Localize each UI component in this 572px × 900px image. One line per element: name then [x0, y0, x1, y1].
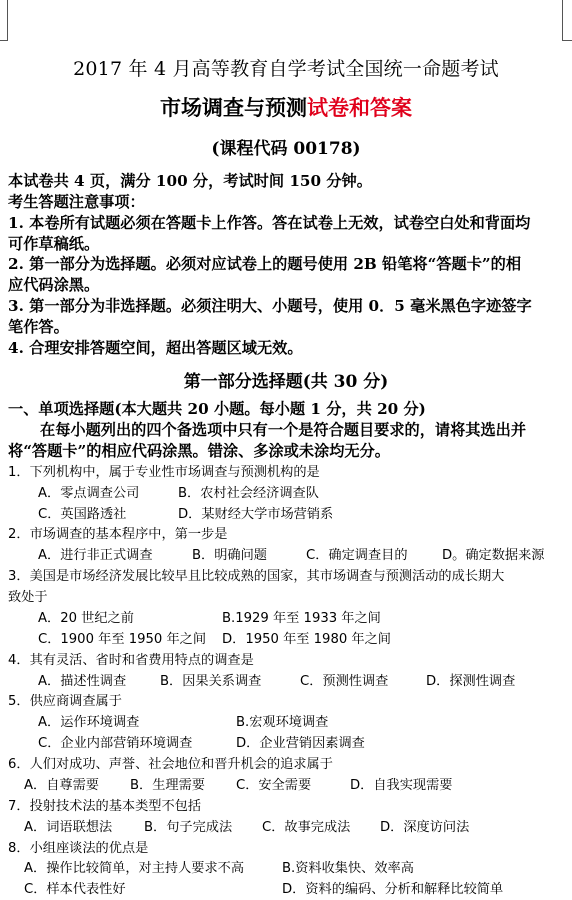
- section-heading: 一、单项选择题(本大题共 20 小题。每小题 1 分，共 20 分): [8, 400, 426, 418]
- q8-option-c: C．样本代表性好: [24, 882, 126, 897]
- question-3b: 致处于: [8, 590, 48, 605]
- q5-option-b: B.宏观环境调查: [236, 715, 329, 730]
- q4-option-c: C．预测性调查: [300, 674, 389, 689]
- q2-option-d: D。确定数据来源: [442, 548, 545, 563]
- q3-option-b: B.1929 年至 1933 年之间: [222, 611, 381, 626]
- document-title: [0, 92, 572, 122]
- note-4: 4. 合理安排答题空间，超出答题区域无效。: [8, 339, 303, 357]
- q4-option-d: D．探测性调查: [426, 674, 516, 689]
- question-1: 1．下列机构中，属于专业性市场调查与预测机构的是: [8, 465, 320, 480]
- q1-option-d: D．某财经大学市场营销系: [178, 507, 334, 522]
- notes-title: 考生答题注意事项：: [8, 193, 145, 211]
- q1-option-c: C．英国路透社: [38, 507, 127, 522]
- q6-option-a: A．自尊需要: [24, 778, 99, 793]
- note-3b: 笔作答。: [8, 318, 69, 336]
- part1-title: 第一部分选择题(共 30 分): [183, 372, 389, 392]
- q7-option-b: B．句子完成法: [144, 820, 233, 835]
- title-red: 试卷和答案: [307, 95, 412, 120]
- q8-option-a: A．操作比较简单，对主持人要求不高: [24, 861, 245, 876]
- q5-option-c: C．企业内部营销环境调查: [38, 736, 193, 751]
- question-2: 2．市场调查的基本程序中，第一步是: [8, 527, 228, 542]
- note-1b: 可作草稿纸。: [8, 235, 100, 253]
- q6-option-b: B．生理需要: [130, 778, 205, 793]
- question-4: 4．其有灵活、省时和省费用特点的调查是: [8, 653, 254, 668]
- q2-option-a: A．进行非正式调查: [38, 548, 153, 563]
- question-5: 5．供应商调查属于: [8, 694, 122, 709]
- q8-option-d: D．资料的编码、分析和解释比较简单: [282, 882, 504, 897]
- q4-option-a: A．描述性调查: [38, 674, 127, 689]
- q3-option-a: A．20 世纪之前: [38, 611, 134, 626]
- question-3a: 3．美国是市场经济发展比较早且比较成熟的国家，其市场调查与预测活动的成长期大: [8, 569, 505, 584]
- exam-info: 本试卷共 4 页，满分 100 分，考试时间 150 分钟。: [8, 172, 372, 190]
- q7-option-d: D．深度访问法: [380, 820, 470, 835]
- q1-option-b: B．农村社会经济调查队: [178, 486, 319, 501]
- q7-option-a: A．词语联想法: [24, 820, 113, 835]
- question-8: 8．小组座谈法的优点是: [8, 841, 149, 856]
- exam-header: 2017 年 4 月高等教育自学考试全国统一命题考试: [73, 58, 499, 80]
- instructions-b: 将“答题卡”的相应代码涂黑。错涂、多涂或未涂均无分。: [8, 442, 390, 460]
- instructions-a: 在每小题列出的四个备选项中只有一个是符合题目要求的，请将其选出并: [40, 421, 526, 439]
- q3-option-c: C．1900 年至 1950 年之间: [38, 632, 207, 647]
- q7-option-c: C．故事完成法: [262, 820, 351, 835]
- question-7: 7．投射技术法的基本类型不包括: [8, 799, 202, 814]
- q2-option-b: B．明确问题: [192, 548, 267, 563]
- q6-option-d: D．自我实现需要: [350, 778, 453, 793]
- question-6: 6．人们对成功、声誉、社会地位和晋升机会的追求属于: [8, 757, 333, 772]
- course-code: (课程代码 00178): [211, 139, 361, 159]
- q5-option-d: D．企业营销因素调查: [236, 736, 365, 751]
- note-2a: 2. 第一部分为选择题。必须对应试卷上的题号使用 2B 铅笔将“答题卡”的相: [8, 255, 522, 273]
- note-1a: 1. 本卷所有试题必须在答题卡上作答。答在试卷上无效，试卷空白处和背面均: [8, 214, 531, 232]
- note-2b: 应代码涂黑。: [8, 276, 100, 294]
- q5-option-a: A．运作环境调查: [38, 715, 140, 730]
- q1-option-a: A．零点调查公司: [38, 486, 140, 501]
- q4-option-b: B．因果关系调查: [160, 674, 262, 689]
- q8-option-b: B.资料收集快、效率高: [282, 861, 414, 876]
- q2-option-c: C．确定调查目的: [306, 548, 408, 563]
- title-black: 市场调查与预测: [160, 95, 307, 120]
- q6-option-c: C．安全需要: [236, 778, 312, 793]
- note-3a: 3. 第一部分为非选择题。必须注明大、小题号，使用 0．5 毫米黑色字迹签字: [8, 297, 532, 315]
- q3-option-d: D．1950 年至 1980 年之间: [222, 632, 391, 647]
